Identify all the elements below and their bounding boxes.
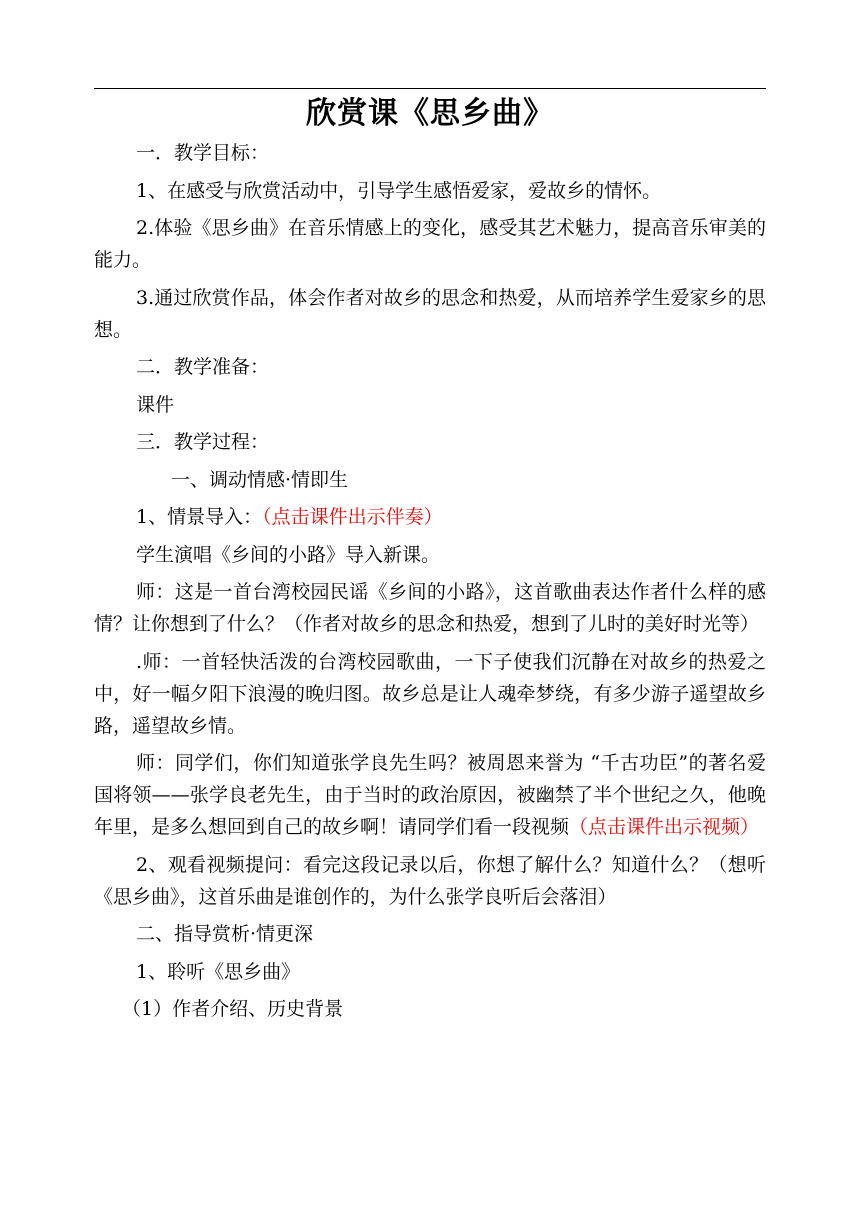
step-1-note: （点击课件出示伴奏） bbox=[262, 506, 443, 528]
header-rule bbox=[94, 88, 766, 89]
step-2: 2、观看视频提问：看完这段记录以后，你想了解什么？知道什么？（想听《思乡曲》，这首乐曲是谁创作的，为什么张学良听后会落泪） bbox=[94, 853, 766, 908]
teacher-paragraph-3-note: （点击课件出示视频） bbox=[569, 816, 760, 838]
teacher-paragraph-3 bbox=[94, 747, 766, 843]
section-heading-preparation: 二．教学准备： bbox=[136, 356, 270, 378]
teacher-paragraph-2: .师：一首轻快活泼的台湾校园歌曲，一下子使我们沉静在对故乡的热爱之中，好一幅夕阳下浪漫的晚归图。故乡总是让人魂牵梦绕，有多少游子遥望故乡路，遥望故乡情。 bbox=[94, 650, 766, 737]
part-2-heading: 二、指导赏析·情更深 bbox=[136, 923, 314, 945]
page-title: 欣赏课《思乡曲》 bbox=[306, 96, 554, 131]
section-heading-goals: 一．教学目标： bbox=[136, 142, 270, 164]
listen-item: 1、聆听《思乡曲》 bbox=[136, 960, 301, 983]
document-body bbox=[94, 137, 766, 1031]
section-heading-process: 三．教学过程： bbox=[136, 431, 270, 453]
step-1 bbox=[94, 501, 766, 533]
goal-3: 3.通过欣赏作品，体会作者对故乡的思念和热爱，从而培养学生爱家乡的思想。 bbox=[94, 286, 766, 341]
preparation-item: 课件 bbox=[136, 393, 175, 416]
teacher-paragraph-3-text: 师：同学们，你们知道张学良先生吗？被周恩来誉为 “千古功臣”的著名爱国将领——张学良老先生，由于当时的政治原因，被幽禁了半个世纪之久，他晚年里，是多么想回到自己的故乡啊！请同学们看一段视频 bbox=[94, 752, 766, 838]
goal-1: 1、在感受与欣赏活动中，引导学生感悟爱家，爱故乡的情怀。 bbox=[136, 179, 662, 202]
goal-2: 2.体验《思乡曲》在音乐情感上的变化，感受其艺术魅力，提高音乐审美的能力。 bbox=[94, 217, 766, 271]
part-1-heading: 一、调动情感·情即生 bbox=[171, 468, 349, 491]
step-1-label: 1、情景导入： bbox=[136, 506, 263, 528]
teacher-paragraph-1: 师：这是一首台湾校园民谣《乡间的小路》，这首歌曲表达作者什么样的感情？让你想到了什么？（作者对故乡的思念和热爱，想到了儿时的美好时光等） bbox=[94, 581, 766, 635]
step-1-text: 学生演唱《乡间的小路》导入新课。 bbox=[136, 543, 441, 566]
listen-subitem: （1）作者介绍、历史背景 bbox=[122, 998, 344, 1020]
